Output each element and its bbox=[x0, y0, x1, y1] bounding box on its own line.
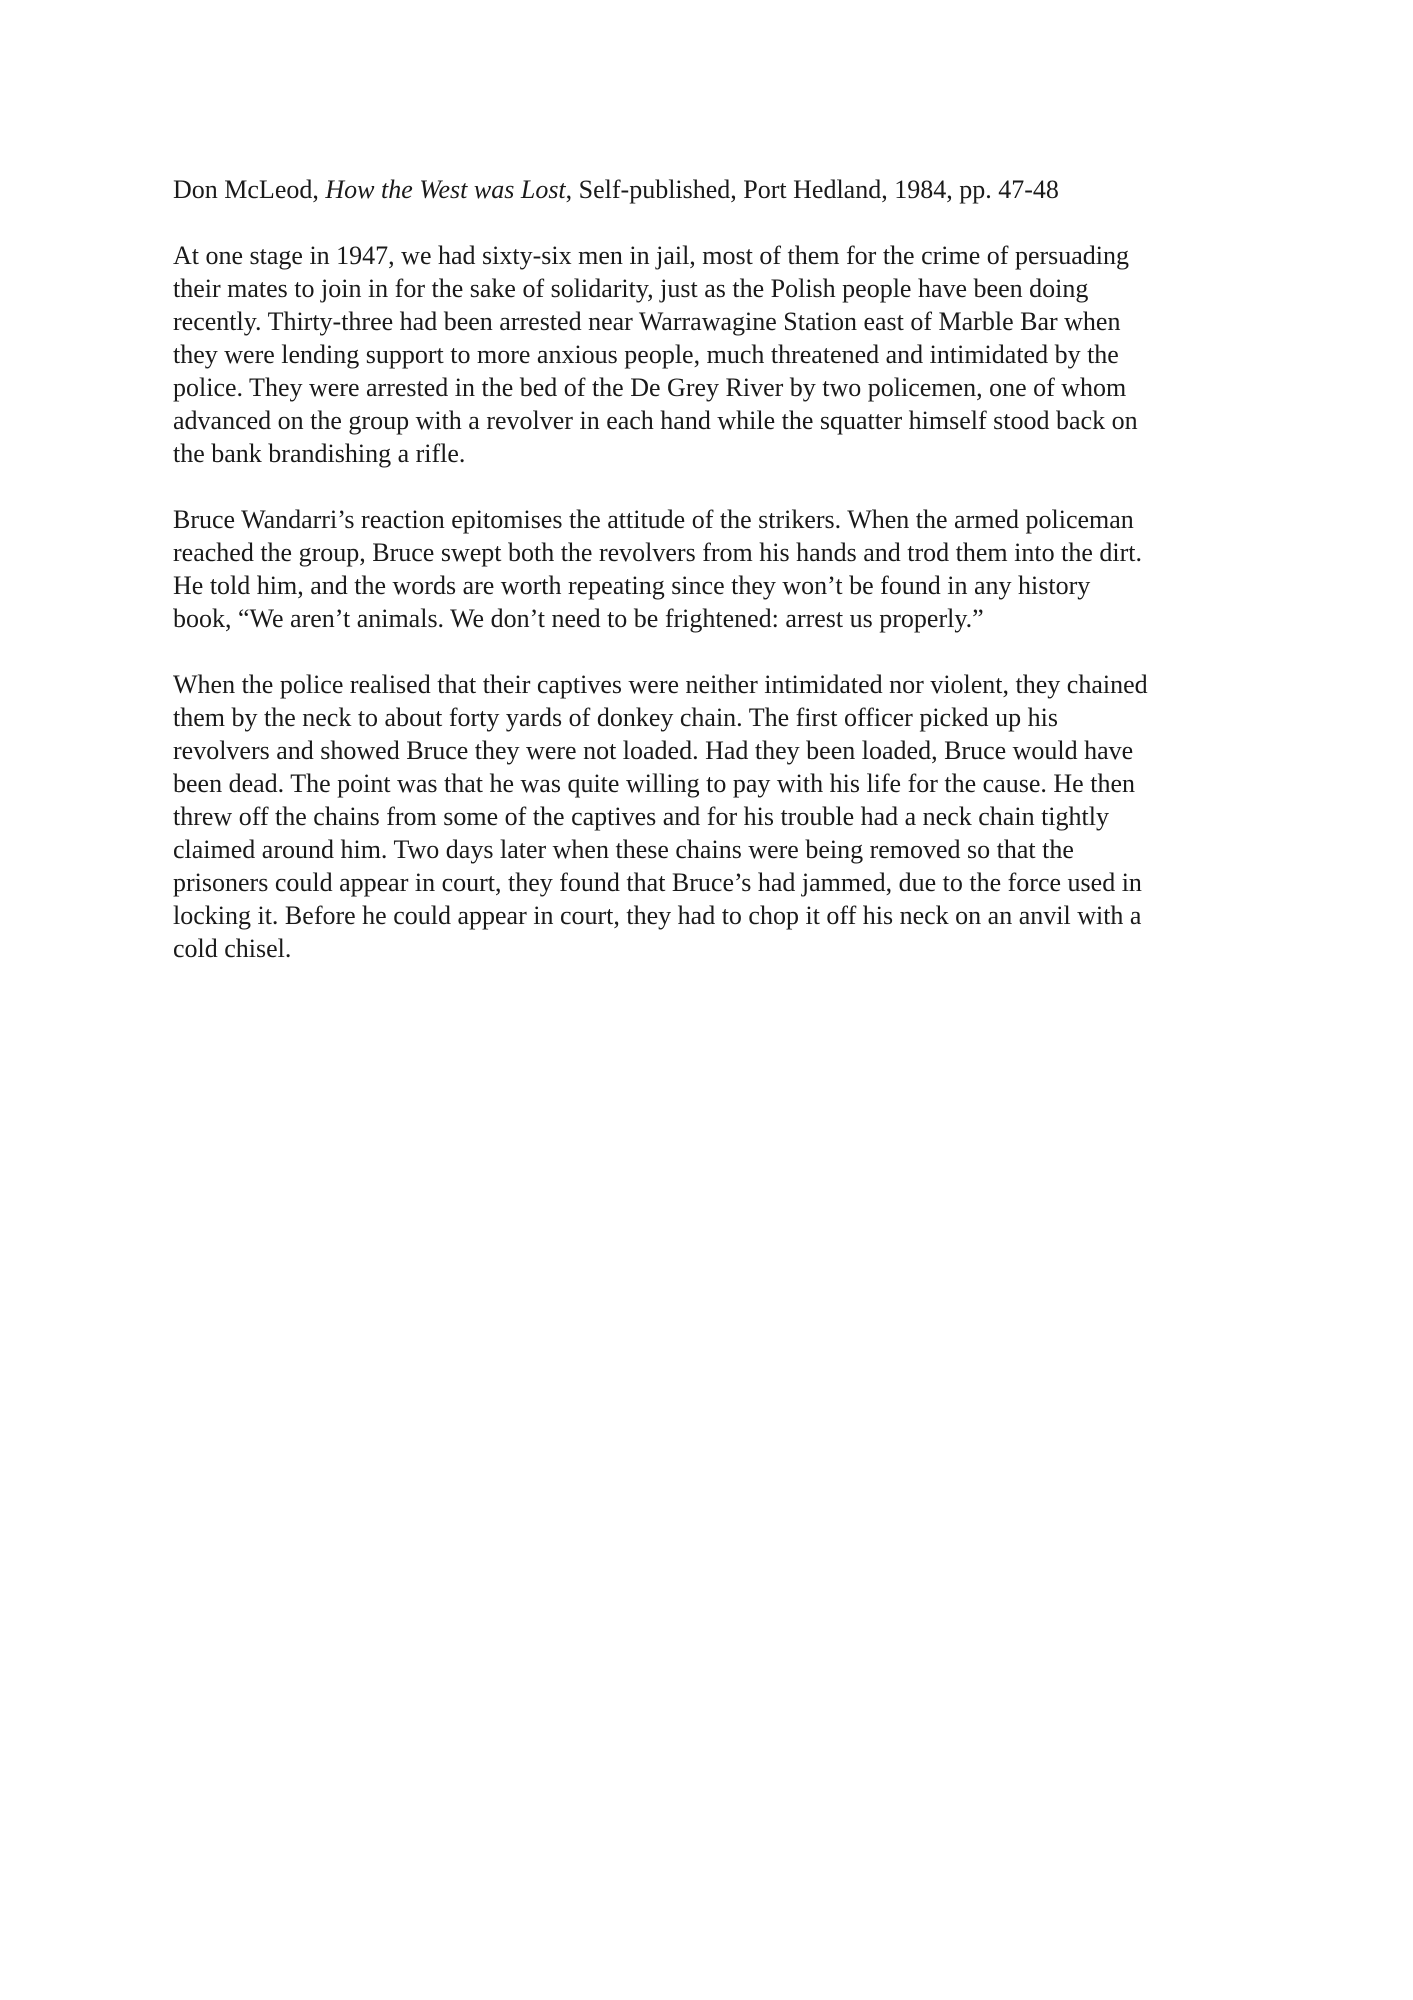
paragraph-line: prisoners could appear in court, they found that Bruce’s had jammed, due to the force used in bbox=[173, 868, 1142, 897]
paragraph-line: At one stage in 1947, we had sixty-six men in jail, most of them for the crime of persuading bbox=[173, 241, 1130, 270]
paragraph-line: He told him, and the words are worth repeating since they won’t be found in any history bbox=[173, 571, 1091, 600]
citation bbox=[173, 173, 1258, 206]
paragraph-line: recently. Thirty-three had been arrested near Warrawagine Station east of Marble Bar when bbox=[173, 307, 1121, 336]
paragraph-line: they were lending support to more anxious people, much threatened and intimidated by the bbox=[173, 340, 1119, 369]
paragraph-line: them by the neck to about forty yards of donkey chain. The first officer picked up his bbox=[173, 703, 1058, 732]
paragraph-line: advanced on the group with a revolver in each hand while the squatter himself stood back on bbox=[173, 406, 1138, 435]
paragraph-line: the bank brandishing a rifle. bbox=[173, 439, 466, 468]
paragraph-2 bbox=[173, 503, 1258, 635]
paragraph-3 bbox=[173, 668, 1258, 965]
paragraph-line: locking it. Before he could appear in court, they had to chop it off his neck on an anvil with a bbox=[173, 901, 1142, 930]
paragraph-line: When the police realised that their captives were neither intimidated nor violent, they chained bbox=[173, 670, 1148, 699]
document-body bbox=[173, 173, 1258, 998]
paragraph-line: book, “We aren’t animals. We don’t need to be frightened: arrest us properly.” bbox=[173, 604, 984, 633]
citation-title: How the West was Lost bbox=[325, 175, 566, 204]
paragraph-line: reached the group, Bruce swept both the revolvers from his hands and trod them into the dirt. bbox=[173, 538, 1142, 567]
paragraph-line: cold chisel. bbox=[173, 934, 292, 963]
paragraph-line: revolvers and showed Bruce they were not loaded. Had they been loaded, Bruce would have bbox=[173, 736, 1134, 765]
citation-author: Don McLeod, bbox=[173, 175, 326, 204]
paragraph-1 bbox=[173, 239, 1258, 470]
paragraph-line: threw off the chains from some of the captives and for his trouble had a neck chain tightly bbox=[173, 802, 1109, 831]
paragraph-line: their mates to join in for the sake of solidarity, just as the Polish people have been doing bbox=[173, 274, 1089, 303]
paragraph-line: Bruce Wandarri’s reaction epitomises the attitude of the strikers. When the armed policeman bbox=[173, 505, 1134, 534]
paragraph-line: police. They were arrested in the bed of the De Grey River by two policemen, one of whom bbox=[173, 373, 1127, 402]
citation-publication: , Self-published, Port Hedland, 1984, pp. 47-48 bbox=[565, 175, 1059, 204]
paragraph-line: been dead. The point was that he was quite willing to pay with his life for the cause. He then bbox=[173, 769, 1135, 798]
paragraph-line: claimed around him. Two days later when these chains were being removed so that the bbox=[173, 835, 1074, 864]
